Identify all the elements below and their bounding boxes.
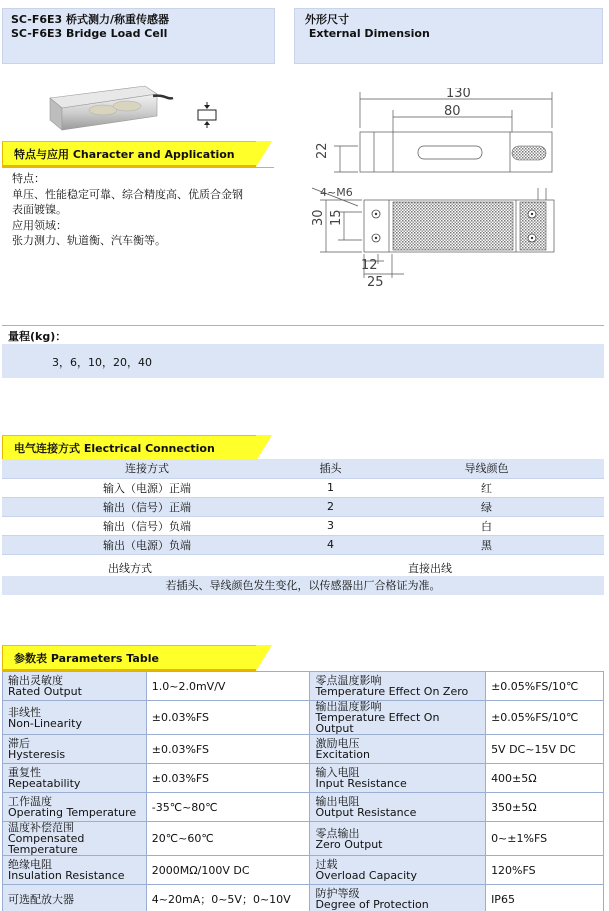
application-text: 张力测力、轨道衡、汽车衡等。 xyxy=(12,234,166,247)
parameter-name-cn: 零点温度影响 xyxy=(315,674,382,687)
parameter-name-en: Temperature Effect On Output xyxy=(315,711,440,735)
dim-12: 12 xyxy=(361,258,378,273)
parameter-name-en: Overload Capacity xyxy=(315,869,417,882)
parameter-name xyxy=(310,701,486,735)
connection-plug: 4 xyxy=(292,535,369,554)
feature-text-1: 单压、性能稳定可靠、综合精度高、优质合金钢 xyxy=(12,187,243,201)
connection-row xyxy=(2,535,604,554)
product-title-box xyxy=(2,8,275,64)
parameters-table-body xyxy=(3,672,604,911)
connection-header-row xyxy=(2,459,604,478)
parameter-name-en: Operating Temperature xyxy=(8,806,137,819)
parameter-value: IP65 xyxy=(486,885,604,911)
parameter-row xyxy=(3,856,604,885)
range-values: 3，6，10，20，40 xyxy=(52,356,152,369)
parameter-name xyxy=(310,793,486,822)
character-text xyxy=(12,171,274,249)
parameter-value: ±0.03%FS xyxy=(146,735,310,764)
connection-header-color: 导线颜色 xyxy=(369,459,604,478)
parameter-name xyxy=(310,856,486,885)
parameter-name-cn: 过载 xyxy=(315,858,338,871)
connection-plug: 3 xyxy=(292,516,369,535)
parameter-name-en: Non-Linearity xyxy=(8,716,82,730)
parameter-name xyxy=(310,885,486,911)
parameter-name-en: Insulation Resistance xyxy=(8,869,125,882)
connection-row xyxy=(2,497,604,516)
connection-method: 输出（信号）正端 xyxy=(2,497,292,516)
connection-color: 红 xyxy=(369,478,604,497)
parameter-name xyxy=(310,735,486,764)
dimension-drawing xyxy=(294,88,604,298)
connection-row xyxy=(2,516,604,535)
parameter-name xyxy=(3,822,147,856)
parameter-row xyxy=(3,701,604,735)
outlet-label: 出线方式 xyxy=(108,562,152,575)
parameter-name-en: Degree of Protection xyxy=(315,898,429,911)
connection-method: 输出（信号）负端 xyxy=(2,516,292,535)
parameter-name xyxy=(3,672,147,701)
parameter-name-en: Zero Output xyxy=(315,837,383,851)
parameter-name xyxy=(3,885,147,911)
parameter-name xyxy=(3,701,147,735)
parameter-name-cn: 绝缘电阻 xyxy=(8,858,52,871)
dim-15: 15 xyxy=(329,209,344,226)
parameter-name-cn: 输出灵敏度 xyxy=(8,674,63,687)
dimension-title-cn: 外形尺寸 xyxy=(305,13,349,26)
parameter-row xyxy=(3,822,604,856)
electrical-tab-label: 电气连接方式 Electrical Connection xyxy=(14,442,215,455)
params-section-tab xyxy=(2,645,272,671)
parameter-name xyxy=(310,672,486,701)
parameter-name-cn: 输出电阻 xyxy=(315,795,360,808)
parameter-row xyxy=(3,885,604,911)
range-top-line xyxy=(2,325,604,326)
parameter-name-cn: 可选配放大器 xyxy=(8,892,74,906)
parameter-value: ±0.03%FS xyxy=(146,764,310,793)
parameter-value: 120%FS xyxy=(486,856,604,885)
parameter-name-cn: 输出温度影响 xyxy=(315,700,382,713)
parameter-name-cn: 温度补偿范围 xyxy=(8,821,74,834)
dim-80: 80 xyxy=(444,104,461,119)
parameter-name xyxy=(3,856,147,885)
electrical-section-tab xyxy=(2,435,272,461)
parameter-name-cn: 零点输出 xyxy=(315,826,360,840)
parameter-name-en: Compensated Temperature xyxy=(8,832,85,856)
connection-plug: 2 xyxy=(292,497,369,516)
parameter-value: 20℃~60℃ xyxy=(146,822,310,856)
parameters-table xyxy=(2,671,604,911)
feature-text-2: 表面镀镍。 xyxy=(12,203,67,216)
parameter-name-cn: 防护等级 xyxy=(315,887,360,900)
parameter-name-en: Temperature Effect On Zero xyxy=(315,685,469,698)
parameter-name-en: Hysteresis xyxy=(8,748,66,761)
connection-header-method: 连接方式 xyxy=(2,459,292,478)
parameter-name-cn: 重复性 xyxy=(8,766,41,779)
connection-color: 绿 xyxy=(369,497,604,516)
parameter-row xyxy=(3,793,604,822)
parameter-value: 5V DC~15V DC xyxy=(486,735,604,764)
parameter-name-cn: 滞后 xyxy=(8,737,30,750)
connection-method: 输出（电源）负端 xyxy=(2,535,292,554)
parameter-value: 400±5Ω xyxy=(486,764,604,793)
dim-30: 30 xyxy=(311,209,326,226)
connection-color: 白 xyxy=(369,516,604,535)
connection-table xyxy=(2,459,604,555)
parameter-value: 350±5Ω xyxy=(486,793,604,822)
force-symbol-icon xyxy=(195,102,219,128)
dim-22: 22 xyxy=(315,142,330,159)
connection-color: 黑 xyxy=(369,535,604,554)
parameter-value: ±0.03%FS xyxy=(146,701,310,735)
parameter-value: 1.0~2.0mV/V xyxy=(146,672,310,701)
range-label: 量程(kg)： xyxy=(8,330,67,343)
connection-header-plug: 插头 xyxy=(292,459,369,478)
dimension-title-box xyxy=(294,8,603,64)
color-change-note: 若插头、导线颜色发生变化，以传感器出厂合格证为准。 xyxy=(2,576,604,595)
character-section-tab xyxy=(2,141,272,167)
parameter-value: 2000MΩ/100V DC xyxy=(146,856,310,885)
parameter-row xyxy=(3,764,604,793)
character-tab-label: 特点与应用 Character and Application xyxy=(14,148,235,161)
parameter-name xyxy=(3,793,147,822)
dim-25: 25 xyxy=(367,275,384,290)
parameter-value: ±0.05%FS/10℃ xyxy=(486,701,604,735)
parameter-name-en: Rated Output xyxy=(8,685,82,698)
connection-method: 输入（电源）正端 xyxy=(2,478,292,497)
parameter-name xyxy=(310,822,486,856)
parameter-name-en: Excitation xyxy=(315,748,370,761)
feature-heading: 特点： xyxy=(12,172,45,185)
dim-130: 130 xyxy=(446,88,471,101)
params-tab-label: 参数表 Parameters Table xyxy=(14,652,159,665)
parameter-value: 0~±1%FS xyxy=(486,822,604,856)
parameter-value: -35℃~80℃ xyxy=(146,793,310,822)
parameter-row xyxy=(3,672,604,701)
dimension-title-en: External Dimension xyxy=(305,27,430,40)
parameter-name xyxy=(3,764,147,793)
product-title-cn: SC-F6E3 桥式测力/称重传感器 xyxy=(11,13,169,26)
parameter-name-cn: 工作温度 xyxy=(8,795,52,808)
connection-plug: 1 xyxy=(292,478,369,497)
parameter-name-cn: 激励电压 xyxy=(315,737,360,750)
parameter-name-en: Output Resistance xyxy=(315,806,417,819)
character-underline xyxy=(2,167,274,168)
parameter-name xyxy=(3,735,147,764)
application-heading: 应用领域： xyxy=(12,218,67,232)
parameter-row xyxy=(3,735,604,764)
parameter-value: ±0.05%FS/10℃ xyxy=(486,672,604,701)
parameter-name xyxy=(310,764,486,793)
parameter-name-cn: 非线性 xyxy=(8,705,41,719)
product-title-en: SC-F6E3 Bridge Load Cell xyxy=(11,27,168,40)
parameter-name-en: Input Resistance xyxy=(315,777,407,790)
parameter-name-en: Repeatability xyxy=(8,777,81,790)
parameter-name-cn: 输入电阻 xyxy=(315,766,360,779)
dim-m6: 4~M6 xyxy=(320,186,353,199)
outlet-value: 直接出线 xyxy=(408,562,452,575)
parameter-value: 4~20mA；0~5V；0~10V xyxy=(146,885,310,911)
connection-row xyxy=(2,478,604,497)
